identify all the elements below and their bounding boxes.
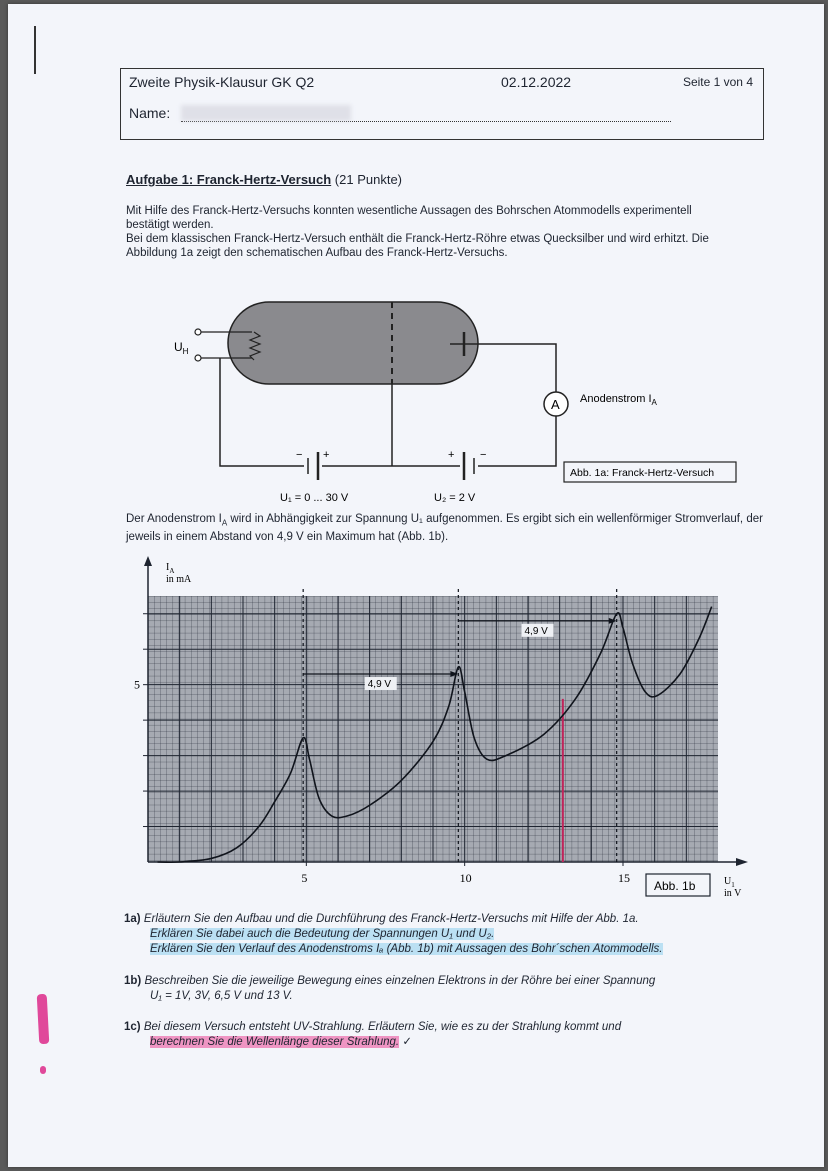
- x-axis-label: $U_1$: [724, 876, 735, 889]
- question-1a-line-3-row: [124, 942, 744, 957]
- figure-1a-caption: Abb. 1a: Franck-Hertz-Versuch: [570, 467, 715, 479]
- redacted-name: [181, 105, 351, 121]
- name-label: Name:: [129, 105, 171, 121]
- question-1a-line-2: Erklären Sie dabei auch die Bedeutung der Spannungen U₁ und U₂.: [150, 928, 495, 940]
- battery-u2: [464, 452, 474, 480]
- question-1a: [124, 912, 744, 957]
- y-axis-label: $I_A$: [166, 562, 175, 575]
- battery-u1: [308, 452, 318, 480]
- figure-1b-caption: Abb. 1b: [654, 879, 696, 893]
- pen-mark: [34, 26, 36, 74]
- exam-date: 02.12.2022: [501, 74, 572, 90]
- question-1c-line-2-row: [124, 1035, 744, 1050]
- header-box: [120, 68, 764, 140]
- distance-annotation: 4,9 V: [367, 679, 392, 691]
- x-axis-arrow-icon: [736, 858, 748, 866]
- u2-minus: −: [480, 449, 487, 461]
- task-heading: [126, 172, 402, 187]
- question-1a-line-1: Erläutern Sie den Aufbau und die Durchführung des Franck-Hertz-Versuchs mit Hilfe der Abb. 1a.: [143, 913, 639, 925]
- question-1b-line-2: U₁ = 1V, 3V, 6,5 V und 13 V.: [150, 990, 293, 1002]
- x-tick-label: 15: [618, 871, 630, 885]
- franck-hertz-apparatus-figure: [128, 294, 748, 506]
- u1-range-label: U₁ = 0 ... 30 V: [280, 492, 349, 504]
- y-tick-label: 5: [134, 677, 140, 692]
- heater-label: $U_H$: [174, 340, 189, 356]
- question-1b-line-1: Beschreiben Sie die jeweilige Bewegung eines einzelnen Elektrons in der Röhre bei einer Spannung: [144, 975, 656, 987]
- u1-plus: +: [323, 449, 330, 461]
- anode-text-sub: A: [221, 518, 228, 528]
- question-1c-number: 1c): [124, 1021, 141, 1033]
- franck-hertz-curve-chart: [108, 552, 768, 898]
- question-1b-number: 1b): [124, 975, 142, 987]
- ammeter-symbol: A: [551, 397, 560, 412]
- exclamation-marker-dot: [40, 1066, 46, 1074]
- task-title: Aufgabe 1: Franck-Hertz-Versuch: [126, 172, 332, 187]
- intro-line-2: Bei dem klassischen Franck-Hertz-Versuch enthält die Franck-Hertz-Röhre etwas Quecksilber und wird erhitzt. Die Abbildung 1a zeigt den schematischen Aufbau des Franck-Hertz-Versuchs.: [126, 233, 709, 259]
- anode-current-label: Anodenstrom $I_A$: [580, 393, 657, 407]
- checkmark-icon: ✓: [402, 1036, 412, 1048]
- task-points: (21 Punkte): [334, 172, 402, 187]
- intro-line-1: Mit Hilfe des Franck-Hertz-Versuchs konnten wesentliche Aussagen des Bohrschen Atommodells experimentell bestätigt werden.: [126, 205, 692, 231]
- x-tick-label: 10: [459, 871, 472, 885]
- exam-sheet: [8, 4, 824, 1167]
- question-1c: [124, 1020, 744, 1050]
- u2-plus: +: [448, 449, 455, 461]
- question-1a-line-3: Erklären Sie den Verlauf des Anodenstroms Iₐ (Abb. 1b) mit Aussagen des Bohr´schen Atommodells.: [150, 943, 663, 955]
- exam-title: Zweite Physik-Klausur GK Q2: [129, 74, 315, 90]
- question-1c-line-2: berechnen Sie die Wellenlänge dieser Strahlung.: [150, 1036, 400, 1048]
- question-1b: [124, 974, 744, 1004]
- u2-value-label: U₂ = 2 V: [434, 492, 476, 504]
- u1-minus: −: [296, 449, 303, 461]
- x-axis-unit: in V: [724, 888, 742, 898]
- anode-paragraph: [126, 512, 766, 544]
- tube: [228, 302, 478, 384]
- intro-paragraph: [126, 204, 726, 260]
- exclamation-marker: [37, 994, 50, 1044]
- question-1c-line-1: Bei diesem Versuch entsteht UV-Strahlung. Erläutern Sie, wie es zu der Strahlung kommt und: [143, 1021, 622, 1033]
- y-axis-unit: in mA: [166, 574, 192, 585]
- anode-text-post: wird in Abhängigkeit zur Spannung U₁ aufgenommen. Es ergibt sich ein wellenförmiger Stromverlauf, der jeweils in einem Abstand von 4,9 V ein Maximum hat (Abb. 1b).: [126, 513, 763, 544]
- anode-text-pre: Der Anodenstrom I: [126, 513, 222, 525]
- y-axis-arrow-icon: [144, 556, 152, 566]
- question-1a-line-2-row: [124, 927, 744, 942]
- name-line: [181, 121, 671, 122]
- page-number: Seite 1 von 4: [682, 75, 753, 89]
- distance-annotation: 4,9 V: [524, 625, 548, 637]
- question-1a-number: 1a): [124, 913, 141, 925]
- x-tick-label: 5: [301, 871, 308, 885]
